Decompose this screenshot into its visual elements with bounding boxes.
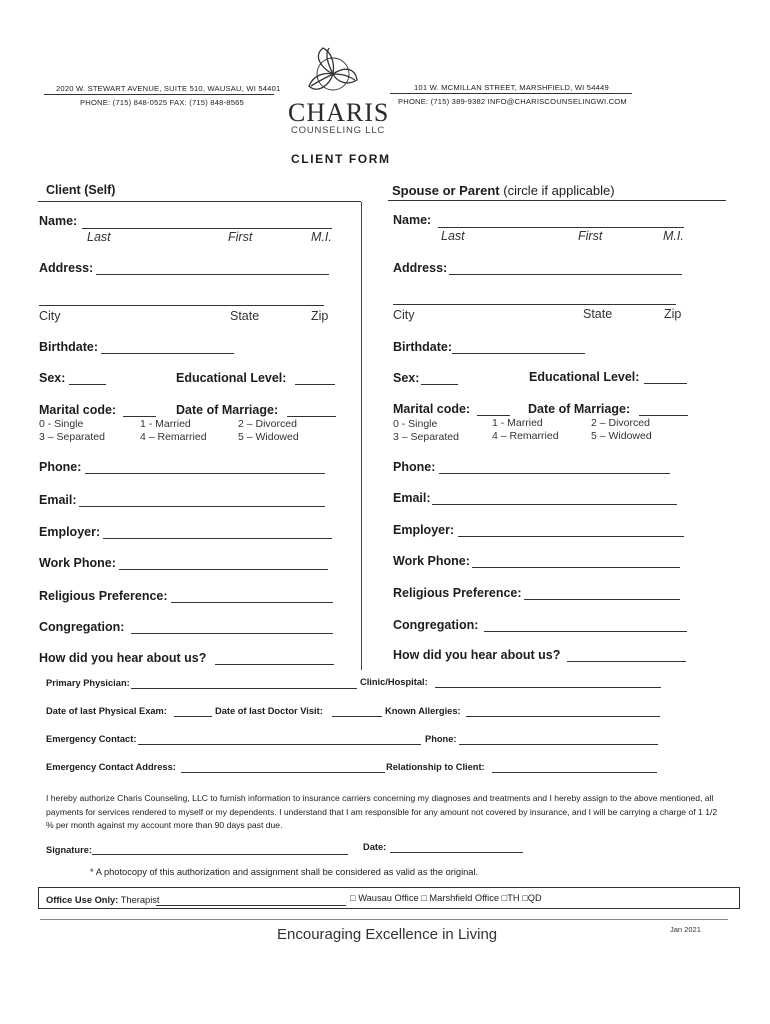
office-therapist-label: Therapist <box>120 895 160 905</box>
client-code-separated: 3 – Separated <box>39 431 105 443</box>
right-office-contact: PHONE: (715) 389-9382 INFO@CHARISCOUNSELINGWI.COM <box>398 97 627 106</box>
spouse-marriage-date-label: Date of Marriage: <box>528 402 631 416</box>
spouse-email-field[interactable] <box>432 504 677 505</box>
spouse-birthdate-field[interactable] <box>452 353 585 354</box>
client-birthdate-label: Birthdate: <box>39 340 99 354</box>
spouse-congregation-label: Congregation: <box>393 618 479 632</box>
client-first-caption: First <box>228 230 253 244</box>
spouse-marital-field[interactable] <box>477 415 510 416</box>
spouse-education-field[interactable] <box>644 383 687 384</box>
spouse-religious-label: Religious Preference: <box>393 586 522 600</box>
spouse-phone-field[interactable] <box>439 473 670 474</box>
spouse-address-field[interactable] <box>449 274 682 275</box>
client-name-label: Name: <box>39 214 78 228</box>
client-marital-field[interactable] <box>123 416 156 417</box>
emergency-contact-label: Emergency Contact: <box>46 734 137 744</box>
client-work-phone-field[interactable] <box>119 569 328 570</box>
client-marriage-date-field[interactable] <box>287 416 336 417</box>
spouse-code-divorced: 2 – Divorced <box>591 417 650 429</box>
spouse-marriage-date-field[interactable] <box>639 415 688 416</box>
spouse-heading-label: Spouse or Parent <box>392 183 500 198</box>
emergency-address-field[interactable] <box>181 772 385 773</box>
header-left-rule <box>44 94 274 95</box>
relationship-label: Relationship to Client: <box>386 762 485 772</box>
client-code-divorced: 2 – Divorced <box>238 418 297 430</box>
last-doctor-visit-field[interactable] <box>332 716 382 717</box>
date-field[interactable] <box>390 852 523 853</box>
spouse-heading <box>392 183 615 198</box>
spouse-work-phone-label: Work Phone: <box>393 554 470 568</box>
spouse-code-widowed: 5 – Widowed <box>591 430 652 442</box>
clinic-label: Clinic/Hospital: <box>360 677 428 687</box>
client-city-caption: City <box>39 309 61 323</box>
signature-field[interactable] <box>92 854 348 855</box>
client-address-label: Address: <box>39 261 94 275</box>
client-marriage-date-label: Date of Marriage: <box>176 403 279 417</box>
client-address-field[interactable] <box>96 274 329 275</box>
right-office-address: 101 W. MCMILLAN STREET, MARSHFIELD, WI 54449 <box>414 83 609 92</box>
spouse-address-label: Address: <box>393 261 448 275</box>
client-name-field[interactable] <box>82 228 332 229</box>
client-sex-field[interactable] <box>69 384 106 385</box>
spouse-marital-label: Marital code: <box>393 402 471 416</box>
spouse-employer-field[interactable] <box>458 536 684 537</box>
client-marital-label: Marital code: <box>39 403 117 417</box>
client-work-phone-label: Work Phone: <box>39 556 116 570</box>
last-physical-exam-field[interactable] <box>174 716 212 717</box>
primary-physician-label: Primary Physician: <box>46 678 130 688</box>
spouse-heard-label: How did you hear about us? <box>393 648 561 662</box>
known-allergies-label: Known Allergies: <box>385 706 461 716</box>
spouse-mi-caption: M.I. <box>663 229 684 243</box>
spouse-religious-field[interactable] <box>524 599 680 600</box>
footer-tagline: Encouraging Excellence in Living <box>277 926 498 943</box>
spouse-birthdate-label: Birthdate: <box>393 340 453 354</box>
spouse-name-label: Name: <box>393 213 432 227</box>
client-education-label: Educational Level: <box>176 371 287 385</box>
client-religious-field[interactable] <box>171 602 333 603</box>
spouse-heading-rule <box>388 200 726 201</box>
client-phone-label: Phone: <box>39 460 82 474</box>
spouse-address-line2-field[interactable] <box>393 304 676 305</box>
client-heading: Client (Self) <box>46 183 116 197</box>
client-zip-caption: Zip <box>311 309 329 323</box>
logo-wordmark: CHARIS <box>288 98 390 127</box>
spouse-employer-label: Employer: <box>393 523 455 537</box>
client-congregation-field[interactable] <box>131 633 333 634</box>
client-employer-field[interactable] <box>103 538 332 539</box>
client-heard-field[interactable] <box>215 664 334 665</box>
spouse-sex-field[interactable] <box>421 384 458 385</box>
client-state-caption: State <box>230 309 260 323</box>
spouse-heard-field[interactable] <box>567 661 686 662</box>
spouse-code-single: 0 - Single <box>393 418 438 430</box>
left-office-address: 2020 W. STEWART AVENUE, SUITE 510, WAUSAU, WI 54401 <box>56 84 281 93</box>
client-email-label: Email: <box>39 493 77 507</box>
client-address-line2-field[interactable] <box>39 305 324 306</box>
client-code-remarried: 4 – Remarried <box>140 431 207 443</box>
spouse-code-remarried: 4 – Remarried <box>492 430 559 442</box>
client-heading-rule <box>38 201 361 202</box>
primary-physician-field[interactable] <box>131 688 357 689</box>
known-allergies-field[interactable] <box>466 716 660 717</box>
footer-rule <box>40 919 728 920</box>
office-location-options[interactable]: □ Wausau Office □ Marshfield Office □TH □QD <box>350 893 542 903</box>
spouse-sex-label: Sex: <box>393 371 420 385</box>
spouse-work-phone-field[interactable] <box>472 567 680 568</box>
client-last-caption: Last <box>87 230 111 244</box>
client-congregation-label: Congregation: <box>39 620 125 634</box>
client-mi-caption: M.I. <box>311 230 332 244</box>
client-code-widowed: 5 – Widowed <box>238 431 299 443</box>
client-code-married: 1 - Married <box>140 418 191 430</box>
last-doctor-visit-label: Date of last Doctor Visit: <box>215 706 323 716</box>
spouse-last-caption: Last <box>441 229 465 243</box>
client-sex-label: Sex: <box>39 371 66 385</box>
spouse-code-separated: 3 – Separated <box>393 431 459 443</box>
emergency-address-label: Emergency Contact Address: <box>46 762 176 772</box>
client-heard-label: How did you hear about us? <box>39 651 207 665</box>
signature-label: Signature: <box>46 845 92 855</box>
photocopy-note: * A photocopy of this authorization and assignment shall be considered as valid as the original. <box>90 867 479 877</box>
clinic-field[interactable] <box>435 687 661 688</box>
spouse-first-caption: First <box>578 229 603 243</box>
client-employer-label: Employer: <box>39 525 101 539</box>
office-use-title: Office Use Only: <box>46 895 119 905</box>
spouse-city-caption: City <box>393 308 415 322</box>
client-birthdate-field[interactable] <box>101 353 234 354</box>
therapist-field[interactable] <box>156 905 346 906</box>
form-title: CLIENT FORM <box>291 152 391 166</box>
date-label: Date: <box>363 842 387 852</box>
client-code-single: 0 - Single <box>39 418 84 430</box>
spouse-education-label: Educational Level: <box>529 370 640 384</box>
column-divider <box>361 202 362 670</box>
emergency-phone-label: Phone: <box>425 734 457 744</box>
spouse-congregation-field[interactable] <box>484 631 687 632</box>
emergency-contact-field[interactable] <box>138 744 421 745</box>
spouse-phone-label: Phone: <box>393 460 436 474</box>
leaf-logo-icon <box>303 44 363 102</box>
logo-subtitle: COUNSELING LLC <box>291 125 386 136</box>
spouse-code-married: 1 - Married <box>492 417 543 429</box>
client-email-field[interactable] <box>79 506 325 507</box>
spouse-state-caption: State <box>583 307 613 321</box>
header-right-rule <box>390 93 632 94</box>
spouse-name-field[interactable] <box>438 227 684 228</box>
left-office-phones: PHONE: (715) 848-0525 FAX: (715) 848-8565 <box>80 98 244 107</box>
client-phone-field[interactable] <box>85 473 325 474</box>
last-physical-exam-label: Date of last Physical Exam: <box>46 706 167 716</box>
spouse-zip-caption: Zip <box>664 307 682 321</box>
authorization-text: I hereby authorize Charis Counseling, LLC to furnish information to insurance carriers concerning my diagnoses and treatments and I hereby assign to the above mentioned, all payments for services rendered to myself or my dependents. I understand that I am responsible for any amount not covered by insurance, and I will be carrying a charge of 1 1/2 % per month against my account more than 90 days past due. <box>46 793 718 830</box>
client-education-field[interactable] <box>295 384 335 385</box>
revision-date: Jan 2021 <box>670 925 701 934</box>
relationship-field[interactable] <box>492 772 657 773</box>
emergency-phone-field[interactable] <box>459 744 658 745</box>
client-religious-label: Religious Preference: <box>39 589 168 603</box>
office-use-label <box>46 895 160 905</box>
spouse-email-label: Email: <box>393 491 431 505</box>
spouse-heading-note: (circle if applicable) <box>503 183 615 198</box>
